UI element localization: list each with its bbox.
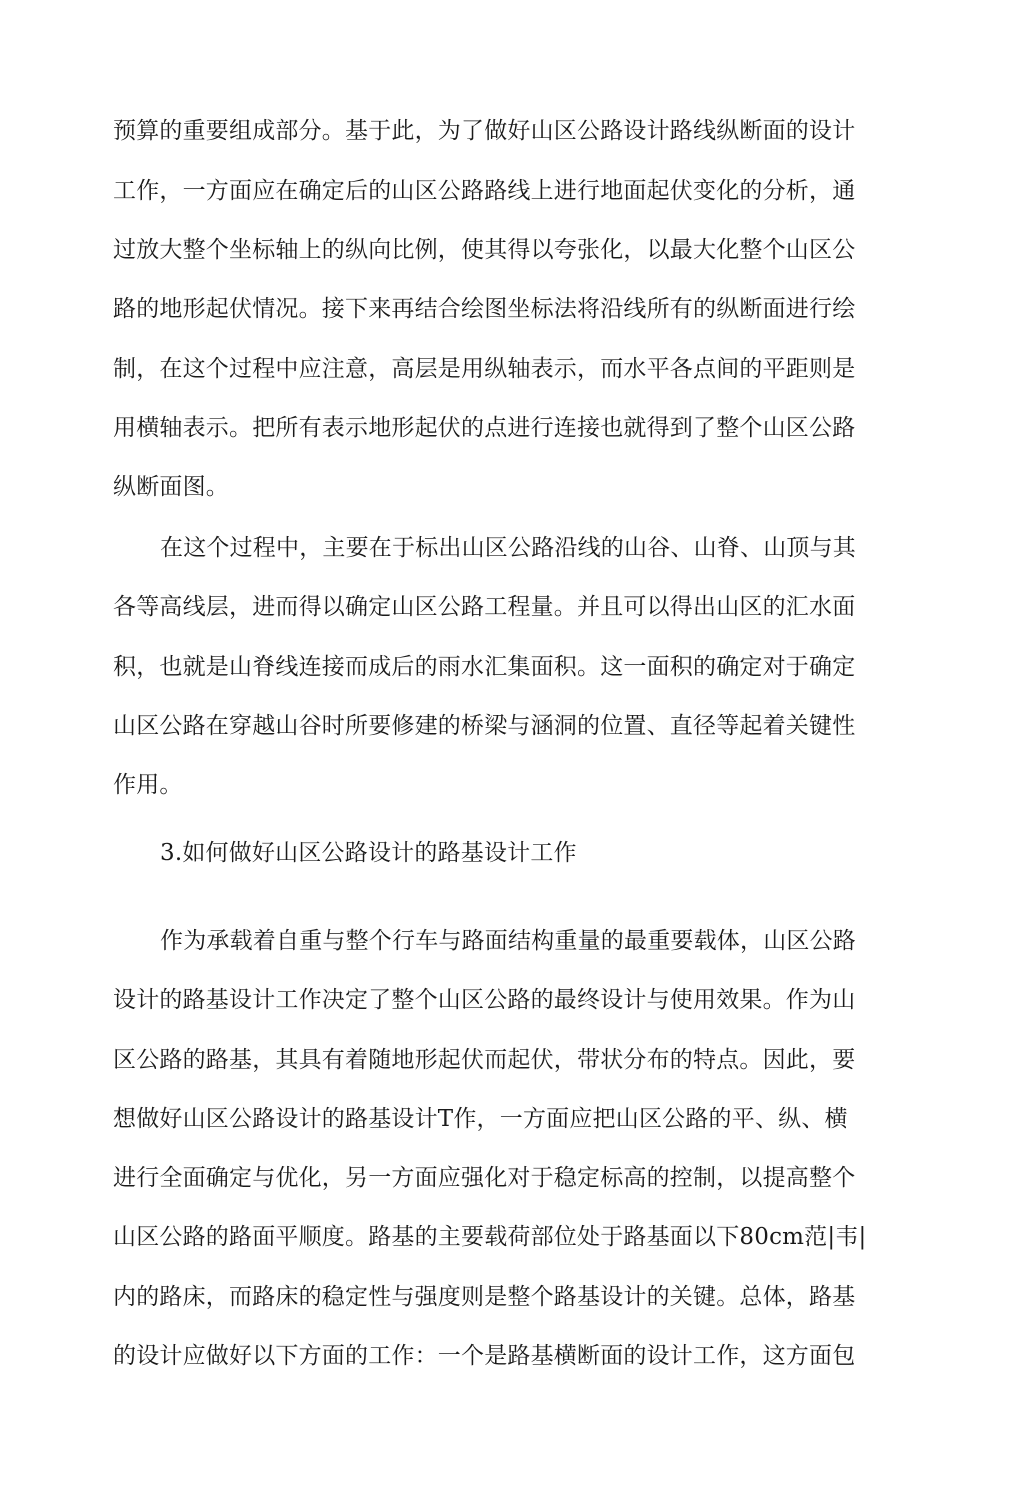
paragraph-3-line-4: 想做好山区公路设计的路基设计T作，一方面应把山区公路的平、纵、横 — [113, 1106, 848, 1132]
paragraph-1-line-4: 路的地形起伏情况。接下来再结合绘图坐标法将沿线所有的纵断面进行绘 — [113, 296, 856, 322]
paragraph-2-line-2: 各等高线层，进而得以确定山区公路工程量。并且可以得出山区的汇水面 — [113, 594, 856, 620]
paragraph-3-line-8: 的设计应做好以下方面的工作：一个是路基横断面的设计工作，这方面包 — [113, 1343, 856, 1369]
paragraph-3-line-7: 内的路床，而路床的稳定性与强度则是整个路基设计的关键。总体，路基 — [113, 1284, 856, 1310]
paragraph-1-line-7: 纵断面图。 — [113, 474, 229, 500]
paragraph-3-line-2: 设计的路基设计工作决定了整个山区公路的最终设计与使用效果。作为山 — [113, 987, 856, 1013]
paragraph-2-line-1: 在这个过程中，主要在于标出山区公路沿线的山谷、山脊、山顶与其 — [160, 535, 856, 561]
paragraph-1-line-5: 制，在这个过程中应注意，高层是用纵轴表示，而水平各点间的平距则是 — [113, 356, 856, 382]
paragraph-3-line-5: 进行全面确定与优化，另一方面应强化对于稳定标高的控制，以提高整个 — [113, 1165, 856, 1191]
paragraph-3-line-1: 作为承载着自重与整个行车与路面结构重量的最重要载体，山区公路 — [160, 928, 856, 954]
paragraph-3-line-6: 山区公路的路面平顺度。路基的主要载荷部位处于路基面以下80cm范|韦| — [113, 1224, 867, 1250]
section-heading: 3.如何做好山区公路设计的路基设计工作 — [160, 840, 577, 866]
paragraph-2-line-3: 积，也就是山脊线连接而成后的雨水汇集面积。这一面积的确定对于确定 — [113, 654, 856, 680]
paragraph-1-line-6: 用横轴表示。把所有表示地形起伏的点进行连接也就得到了整个山区公路 — [113, 415, 856, 441]
paragraph-1-line-2: 工作，一方面应在确定后的山区公路路线上进行地面起伏变化的分析，通 — [113, 178, 856, 204]
paragraph-3-line-3: 区公路的路基，其具有着随地形起伏而起伏，带状分布的特点。因此，要 — [113, 1047, 856, 1073]
paragraph-1-line-3: 过放大整个坐标轴上的纵向比例，使其得以夸张化，以最大化整个山区公 — [113, 237, 856, 263]
paragraph-2-line-5: 作用。 — [113, 772, 183, 798]
paragraph-2-line-4: 山区公路在穿越山谷时所要修建的桥梁与涵洞的位置、直径等起着关键性 — [113, 713, 856, 739]
paragraph-1-line-1: 预算的重要组成部分。基于此，为了做好山区公路设计路线纵断面的设计 — [113, 118, 856, 144]
